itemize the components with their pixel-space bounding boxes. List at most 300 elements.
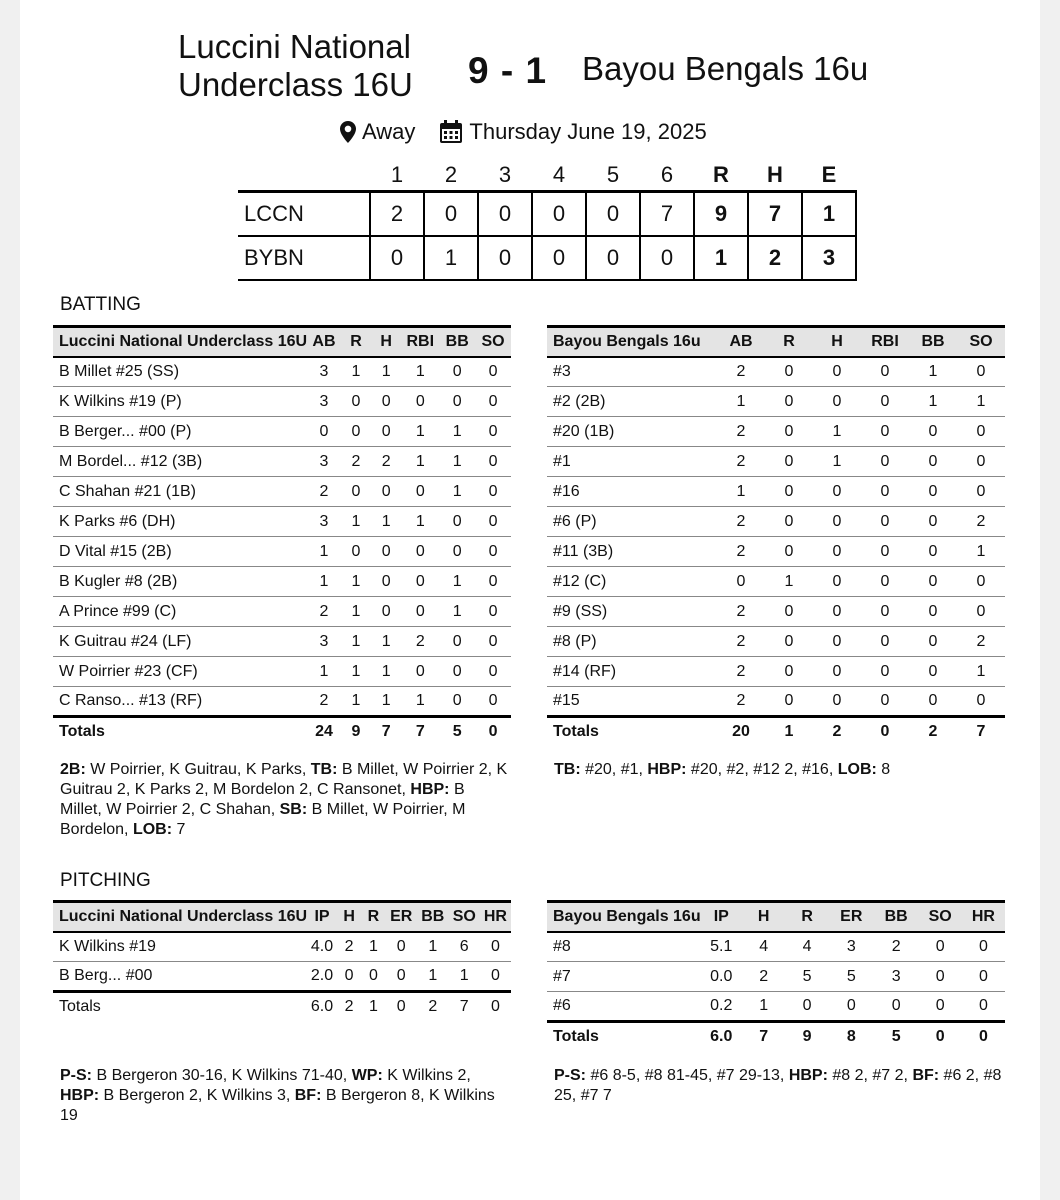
- stat-cell: 0: [861, 417, 909, 447]
- stat-cell: 2: [717, 357, 765, 387]
- note-label: WP:: [351, 1067, 383, 1084]
- stat-cell: 0: [371, 537, 401, 567]
- stat-cell: 0: [717, 567, 765, 597]
- totals-label: Totals: [553, 723, 599, 741]
- player-name: A Prince #99 (C): [53, 597, 307, 627]
- player-name: K Wilkins #19 (P): [53, 387, 307, 417]
- stat-cell: 2: [717, 417, 765, 447]
- stat-cell: 0: [765, 627, 813, 657]
- batting-table-away: [547, 325, 1005, 747]
- player-row: [53, 932, 511, 962]
- player-row: [53, 357, 511, 387]
- away-team-name: Bayou Bengals 16u: [582, 50, 869, 87]
- location-pin-icon: [340, 121, 356, 143]
- stat-cell: 2.0: [307, 962, 337, 992]
- stat-column-header: HR: [483, 907, 507, 925]
- stat-cell: 1: [371, 657, 401, 687]
- player-name: #12 (C): [547, 567, 717, 597]
- stat-cell: 0: [401, 597, 439, 627]
- stat-cell: 1: [765, 567, 813, 597]
- totals-cell: 8: [846, 1028, 856, 1046]
- stat-cell: 0: [475, 417, 511, 447]
- stat-column-header: H: [343, 907, 355, 925]
- stat-column-header: BB: [884, 907, 908, 925]
- totals-cell: 7: [415, 723, 425, 741]
- stat-column-header: SO: [928, 907, 952, 925]
- table-header-row: [53, 327, 511, 357]
- player-name: #3: [547, 357, 717, 387]
- stat-cell: 2: [717, 537, 765, 567]
- stat-cell: 0: [371, 567, 401, 597]
- stat-cell: 1: [307, 657, 341, 687]
- player-name: #2 (2B): [547, 387, 717, 417]
- stat-cell: 0: [401, 537, 439, 567]
- stat-column-header: H: [831, 332, 843, 350]
- stat-cell: 0: [957, 417, 1005, 447]
- stat-cell: 0: [401, 477, 439, 507]
- totals-cell: 0: [490, 998, 500, 1016]
- totals-row: [547, 717, 1005, 747]
- game-meta: [340, 119, 707, 145]
- stat-cell: 3: [307, 387, 341, 417]
- player-row: [547, 992, 1005, 1022]
- player-name: B Millet #25 (SS): [53, 357, 307, 387]
- stat-cell: 2: [717, 507, 765, 537]
- stat-cell: 5: [785, 962, 828, 992]
- stat-cell: 2: [401, 627, 439, 657]
- stat-cell: 0: [439, 507, 475, 537]
- stat-cell: 1: [449, 962, 480, 992]
- batting-table-home: [53, 325, 511, 747]
- totals-cell: 5: [891, 1028, 901, 1046]
- stat-cell: 0: [475, 567, 511, 597]
- stat-cell: 0: [909, 447, 957, 477]
- player-row: [53, 962, 511, 992]
- stat-cell: 0: [765, 537, 813, 567]
- totals-cell: 0: [488, 723, 498, 741]
- totals-cell: 6.0: [710, 1028, 733, 1046]
- totals-label: Totals: [553, 1028, 599, 1046]
- stat-cell: 0: [371, 477, 401, 507]
- stat-cell: 0: [341, 537, 371, 567]
- stat-cell: 0: [813, 387, 861, 417]
- stat-cell: 0: [909, 657, 957, 687]
- totals-cell: 24: [315, 723, 333, 741]
- player-row: [547, 357, 1005, 387]
- stat-column-header: SO: [969, 332, 993, 350]
- totals-cell: 2: [832, 723, 842, 741]
- player-row: [53, 567, 511, 597]
- totals-cell: 20: [732, 723, 750, 741]
- note-text: B Bergeron 30-16, K Wilkins 71-40,: [92, 1067, 352, 1084]
- player-row: [547, 447, 1005, 477]
- team-column-header: Bayou Bengals 16u: [553, 332, 701, 350]
- stat-cell: 1: [813, 447, 861, 477]
- totals-row: [53, 992, 511, 1022]
- stat-cell: 0: [919, 962, 962, 992]
- stat-cell: 0: [765, 507, 813, 537]
- stat-cell: 0: [962, 962, 1005, 992]
- totals-cell: 7: [759, 1028, 769, 1046]
- stat-cell: 0: [813, 477, 861, 507]
- stat-cell: 1: [439, 417, 475, 447]
- stat-cell: 0: [401, 567, 439, 597]
- stat-cell: 1: [307, 567, 341, 597]
- player-name: #9 (SS): [547, 597, 717, 627]
- note-text: 7: [172, 821, 186, 838]
- stat-cell: 0: [861, 537, 909, 567]
- totals-cell: 1: [784, 723, 794, 741]
- stat-column-header: BB: [921, 332, 945, 350]
- totals-cell: 6.0: [310, 998, 334, 1016]
- pitching-table-home: [53, 900, 511, 1022]
- player-name: #15: [547, 687, 717, 717]
- stat-cell: 0: [919, 932, 962, 962]
- stat-cell: 0: [337, 962, 361, 992]
- stat-cell: 1: [307, 537, 341, 567]
- stat-cell: 0: [475, 597, 511, 627]
- stat-cell: 0: [813, 627, 861, 657]
- note-text: W Poirrier, K Guitrau, K Parks,: [85, 761, 311, 778]
- player-row: [547, 477, 1005, 507]
- location-text: Away: [362, 119, 416, 144]
- totals-cell: 0: [396, 998, 406, 1016]
- note-text: #6 8-5, #8 81-45, #7 29-13,: [586, 1067, 789, 1084]
- pitching-table-away: [547, 900, 1005, 1052]
- stat-cell: 0: [957, 447, 1005, 477]
- stat-cell: 0: [361, 962, 385, 992]
- stat-cell: 0: [909, 477, 957, 507]
- player-row: [53, 417, 511, 447]
- team-column-header: Luccini National Underclass 16U: [59, 907, 308, 925]
- note-label: LOB:: [837, 761, 877, 778]
- stat-cell: 0: [475, 357, 511, 387]
- stat-cell: 1: [371, 627, 401, 657]
- stat-cell: 2: [957, 507, 1005, 537]
- totals-cell: 0: [935, 1028, 945, 1046]
- player-row: [53, 387, 511, 417]
- stat-cell: 1: [957, 387, 1005, 417]
- runs-header: R: [713, 162, 729, 187]
- stat-cell: 1: [371, 687, 401, 717]
- player-row: [547, 567, 1005, 597]
- stat-cell: 0: [813, 687, 861, 717]
- stat-cell: 4.0: [307, 932, 337, 962]
- totals-cell: 7: [459, 998, 469, 1016]
- note-label: TB:: [554, 761, 581, 778]
- player-row: [53, 657, 511, 687]
- stat-column-header: BB: [421, 907, 445, 925]
- stat-cell: 2: [307, 477, 341, 507]
- stat-cell: 0: [765, 597, 813, 627]
- stat-cell: 0: [861, 477, 909, 507]
- stat-cell: 0: [813, 507, 861, 537]
- stat-cell: 0: [439, 627, 475, 657]
- player-name: C Ranso... #13 (RF): [53, 687, 307, 717]
- stat-cell: 1: [371, 507, 401, 537]
- stat-cell: 0: [765, 357, 813, 387]
- stat-cell: 2: [307, 597, 341, 627]
- stat-cell: 0: [475, 537, 511, 567]
- note-label: P-S:: [554, 1067, 586, 1084]
- stat-column-header: SO: [481, 332, 505, 350]
- stat-cell: 1: [341, 657, 371, 687]
- player-row: [547, 627, 1005, 657]
- date-text: Thursday June 19, 2025: [469, 119, 707, 144]
- stat-cell: 1: [439, 597, 475, 627]
- note-text: B Millet, W Poirrier 2, K Guitrau 2, K Parks 2, M Bordelon 2, C Ransonet,: [60, 761, 512, 798]
- stat-cell: 0: [957, 567, 1005, 597]
- player-row: [547, 507, 1005, 537]
- stat-cell: 0: [909, 627, 957, 657]
- stat-cell: 0: [341, 417, 371, 447]
- table-header-row: [547, 327, 1005, 357]
- stat-cell: 1: [341, 357, 371, 387]
- totals-cell: 9: [351, 723, 361, 741]
- note-text: B Millet, W Poirrier 2, C Shahan,: [60, 781, 470, 818]
- inning-2-header: 2: [444, 162, 458, 187]
- stat-column-header: SO: [452, 907, 476, 925]
- stat-cell: 1: [401, 507, 439, 537]
- stat-cell: 0: [439, 657, 475, 687]
- stat-cell: 0: [962, 992, 1005, 1022]
- stat-cell: 0: [475, 387, 511, 417]
- stat-cell: 0: [341, 387, 371, 417]
- stat-column-header: R: [350, 332, 362, 350]
- batting-notes-home: [60, 760, 510, 840]
- note-label: 2B:: [60, 761, 86, 778]
- stat-cell: 0: [813, 657, 861, 687]
- stat-cell: 1: [717, 477, 765, 507]
- stat-cell: 0: [480, 932, 511, 962]
- stat-cell: 1: [439, 567, 475, 597]
- stat-cell: 0: [909, 537, 957, 567]
- stat-cell: 0: [813, 357, 861, 387]
- stat-cell: 0: [861, 567, 909, 597]
- table-header-row: [53, 902, 511, 932]
- player-row: [53, 687, 511, 717]
- stat-cell: 2: [717, 597, 765, 627]
- player-name: #16: [547, 477, 717, 507]
- stat-cell: 0: [919, 992, 962, 1022]
- stat-cell: 0: [861, 627, 909, 657]
- final-score: 9 - 1: [468, 50, 548, 91]
- stat-cell: 1: [909, 357, 957, 387]
- pitching-notes-away: [554, 1066, 1004, 1106]
- stat-column-header: HR: [971, 907, 995, 925]
- stat-cell: 2: [874, 932, 919, 962]
- totals-cell: 2: [928, 723, 938, 741]
- stat-cell: 0: [957, 687, 1005, 717]
- inning-3-header: 3: [498, 162, 512, 187]
- note-label: TB:: [310, 761, 338, 778]
- player-name: B Berg... #00: [53, 962, 307, 992]
- stat-cell: 0: [439, 687, 475, 717]
- stat-column-header: IP: [314, 907, 330, 925]
- linescore-row-home: LCCN 2 0 0 0 0 7 9 7 1: [238, 192, 856, 237]
- table-header-row: [547, 902, 1005, 932]
- totals-row: [53, 717, 511, 747]
- player-name: W Poirrier #23 (CF): [53, 657, 307, 687]
- stat-cell: 1: [341, 597, 371, 627]
- stat-cell: 1: [341, 507, 371, 537]
- note-label: HBP:: [60, 1087, 100, 1104]
- note-text: #6 2, #8 25, #7 7: [554, 1067, 1006, 1104]
- player-row: [547, 537, 1005, 567]
- note-text: B Bergeron 2, K Wilkins 3,: [99, 1087, 295, 1104]
- stat-cell: 0: [765, 447, 813, 477]
- player-name: K Parks #6 (DH): [53, 507, 307, 537]
- stat-cell: 5.1: [701, 932, 742, 962]
- player-name: #1: [547, 447, 717, 477]
- stat-cell: 0: [765, 687, 813, 717]
- stat-cell: 1: [417, 932, 449, 962]
- stat-cell: 3: [307, 357, 341, 387]
- player-name: #6 (P): [547, 507, 717, 537]
- totals-label: Totals: [59, 723, 105, 741]
- stat-cell: 1: [439, 477, 475, 507]
- note-text: #20, #1,: [580, 761, 648, 778]
- stat-column-header: R: [783, 332, 795, 350]
- stat-cell: 0: [962, 932, 1005, 962]
- player-name: #7: [547, 962, 701, 992]
- stat-cell: 0: [371, 597, 401, 627]
- pitching-section-title: PITCHING: [60, 870, 151, 891]
- totals-cell: 0: [978, 1028, 988, 1046]
- player-row: [53, 507, 511, 537]
- note-text: K Wilkins 2,: [382, 1067, 476, 1084]
- stat-cell: 0: [765, 387, 813, 417]
- errors-header: E: [821, 162, 837, 187]
- team-column-header: Luccini National Underclass 16U: [59, 332, 308, 350]
- linescore-table: [238, 160, 857, 281]
- stat-column-header: R: [801, 907, 813, 925]
- note-label: HBP:: [788, 1067, 828, 1084]
- stat-cell: 3: [829, 932, 874, 962]
- stat-cell: 3: [307, 627, 341, 657]
- stat-cell: 0: [765, 477, 813, 507]
- stat-cell: 1: [813, 417, 861, 447]
- stat-cell: 1: [909, 387, 957, 417]
- player-name: #6: [547, 992, 701, 1022]
- stat-cell: 0: [475, 447, 511, 477]
- stat-column-header: BB: [445, 332, 469, 350]
- stat-cell: 0: [765, 417, 813, 447]
- stat-cell: 0.2: [701, 992, 742, 1022]
- stat-column-header: H: [380, 332, 392, 350]
- totals-label: Totals: [59, 998, 101, 1016]
- stat-cell: 0: [813, 537, 861, 567]
- stat-cell: 0: [829, 992, 874, 1022]
- stat-cell: 0: [861, 687, 909, 717]
- player-name: #14 (RF): [547, 657, 717, 687]
- stat-cell: 0: [909, 687, 957, 717]
- inning-4-header: 4: [552, 162, 566, 187]
- note-text: #8 2, #7 2,: [827, 1067, 913, 1084]
- stat-cell: 0: [480, 962, 511, 992]
- stat-cell: 0: [439, 357, 475, 387]
- box-score-page: [20, 0, 1040, 1200]
- stat-column-header: IP: [713, 907, 729, 925]
- stat-cell: 0: [371, 387, 401, 417]
- totals-cell: 0: [880, 723, 890, 741]
- team-column-header: Bayou Bengals 16u: [553, 907, 701, 925]
- player-row: [547, 932, 1005, 962]
- stat-cell: 0: [909, 597, 957, 627]
- stat-cell: 0: [861, 597, 909, 627]
- stat-cell: 0: [401, 387, 439, 417]
- stat-cell: 1: [401, 687, 439, 717]
- stat-cell: 5: [829, 962, 874, 992]
- totals-cell: 7: [381, 723, 391, 741]
- player-row: [547, 597, 1005, 627]
- stat-cell: 2: [341, 447, 371, 477]
- stat-cell: 2: [717, 627, 765, 657]
- totals-cell: 1: [368, 998, 378, 1016]
- stat-cell: 0: [371, 417, 401, 447]
- player-name: K Wilkins #19: [53, 932, 307, 962]
- stat-cell: 0: [874, 992, 919, 1022]
- player-name: D Vital #15 (2B): [53, 537, 307, 567]
- stat-cell: 3: [307, 507, 341, 537]
- stat-column-header: ER: [390, 907, 413, 925]
- stat-cell: 0.0: [701, 962, 742, 992]
- stat-column-header: AB: [729, 332, 753, 350]
- stat-cell: 0: [439, 537, 475, 567]
- totals-cell: 2: [344, 998, 354, 1016]
- linescore-row-away: BYBN 0 1 0 0 0 0 1 2 3: [238, 236, 856, 280]
- stat-cell: 1: [439, 447, 475, 477]
- stat-cell: 1: [717, 387, 765, 417]
- stat-column-header: ER: [840, 907, 863, 925]
- stat-cell: 2: [337, 932, 361, 962]
- stat-cell: 0: [909, 507, 957, 537]
- stat-column-header: R: [367, 907, 380, 925]
- stat-cell: 4: [785, 932, 828, 962]
- player-row: [547, 417, 1005, 447]
- inning-6-header: 6: [660, 162, 674, 187]
- stat-cell: 1: [957, 657, 1005, 687]
- stat-cell: 0: [861, 387, 909, 417]
- player-row: [547, 657, 1005, 687]
- note-label: P-S:: [60, 1067, 92, 1084]
- note-label: LOB:: [132, 821, 173, 838]
- stat-cell: 0: [475, 477, 511, 507]
- note-label: BF:: [912, 1067, 940, 1084]
- stat-cell: 2: [957, 627, 1005, 657]
- stat-cell: 0: [957, 597, 1005, 627]
- stat-cell: 0: [475, 657, 511, 687]
- player-name: C Shahan #21 (1B): [53, 477, 307, 507]
- player-row: [547, 387, 1005, 417]
- stat-cell: 0: [475, 507, 511, 537]
- stat-cell: 4: [742, 932, 785, 962]
- note-label: HBP:: [410, 781, 450, 798]
- player-name: #8 (P): [547, 627, 717, 657]
- player-row: [547, 962, 1005, 992]
- stat-cell: 0: [475, 627, 511, 657]
- player-row: [53, 447, 511, 477]
- stat-cell: 0: [957, 357, 1005, 387]
- note-text: B Bergeron 8, K Wilkins 19: [60, 1087, 500, 1124]
- stat-cell: 0: [785, 992, 828, 1022]
- stat-cell: 0: [909, 417, 957, 447]
- player-name: B Berger... #00 (P): [53, 417, 307, 447]
- stat-cell: 0: [861, 507, 909, 537]
- player-row: [53, 627, 511, 657]
- player-row: [53, 537, 511, 567]
- stat-column-header: AB: [312, 332, 336, 350]
